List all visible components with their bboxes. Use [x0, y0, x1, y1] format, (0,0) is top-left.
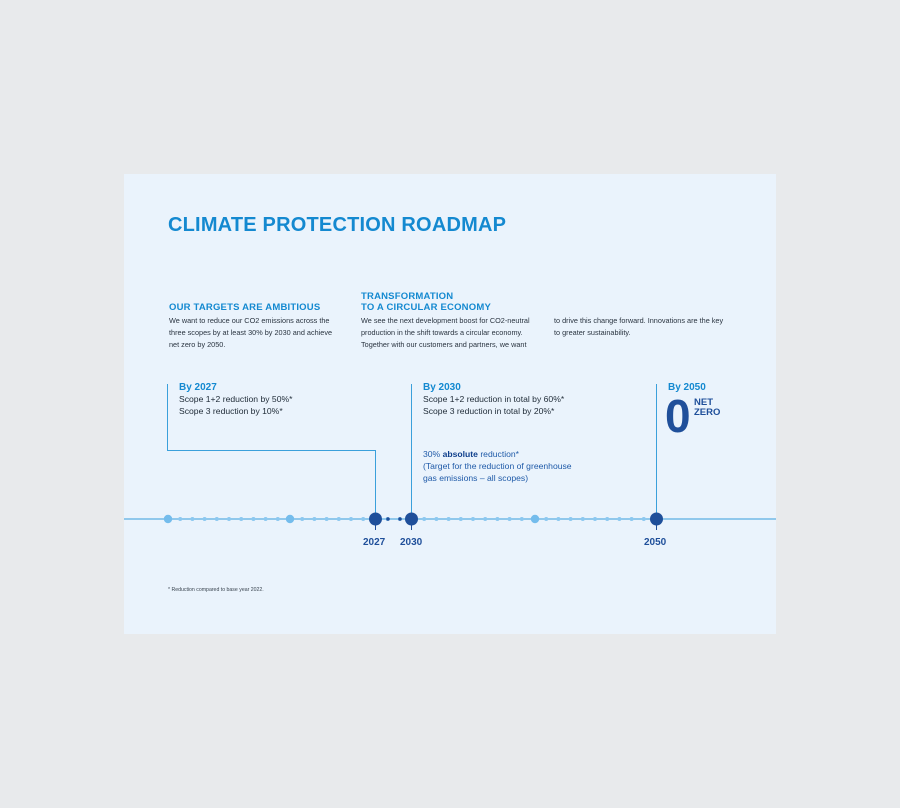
timeline-dot	[593, 517, 597, 521]
timeline-dot-large	[286, 515, 294, 523]
targets-line: net zero by 2050.	[169, 340, 226, 349]
transformation-text-col1	[361, 315, 561, 351]
year-label-2030: 2030	[400, 537, 423, 548]
timeline-dot	[556, 517, 560, 521]
milestone-dot-2050	[650, 513, 663, 526]
timeline-dot	[239, 517, 243, 521]
net-zero-digit: 0	[665, 390, 691, 442]
transformation-section	[361, 291, 561, 351]
timeline-dot	[630, 517, 634, 521]
timeline-dot	[471, 517, 475, 521]
milestone-2030-line: Scope 3 reduction in total by 20%*	[423, 406, 555, 416]
milestone-2027-line: Scope 1+2 reduction by 50%*	[179, 394, 293, 404]
milestone-2030-line: Scope 1+2 reduction in total by 60%*	[423, 394, 565, 404]
footnote: * Reduction compared to base year 2022.	[168, 587, 264, 593]
milestone-2030-heading: By 2030	[423, 382, 461, 393]
timeline-dot	[617, 517, 621, 521]
transformation-line: We see the next development boost for CO2-neutral	[361, 316, 530, 325]
milestone-2027	[179, 382, 292, 417]
milestone-2027-line: Scope 3 reduction by 10%*	[179, 406, 283, 416]
timeline-dot	[495, 517, 499, 521]
milestone-dot-2030	[405, 513, 418, 526]
absolute-bold: absolute	[442, 449, 478, 459]
timeline-dot	[203, 517, 207, 521]
timeline-dot	[459, 517, 463, 521]
timeline-dot	[581, 517, 585, 521]
transformation-heading-line: TRANSFORMATION	[361, 291, 454, 302]
timeline-dot-large	[164, 515, 172, 523]
roadmap-page	[124, 174, 776, 634]
timeline-dot	[264, 517, 268, 521]
transformation-line: Together with our customers and partners, we want	[361, 340, 527, 349]
net-word: NET	[694, 397, 713, 408]
milestone-2030	[423, 382, 564, 417]
milestone-2050-heading: By 2050	[668, 382, 706, 393]
absolute-reduction-title	[423, 448, 572, 460]
timeline-dot	[190, 517, 194, 521]
timeline	[124, 499, 776, 549]
absolute-reduction-line: gas emissions – all scopes)	[423, 473, 529, 483]
timeline-dot	[447, 517, 451, 521]
timeline-dot	[520, 517, 524, 521]
timeline-dot	[483, 517, 487, 521]
timeline-dot	[605, 517, 609, 521]
timeline-dot	[312, 517, 316, 521]
targets-section	[169, 302, 359, 351]
timeline-dot-large	[531, 515, 539, 523]
transformation-line: to drive this change forward. Innovations are the key	[554, 316, 724, 325]
transformation-line: production in the shift towards a circular economy.	[361, 328, 523, 337]
net-zero-label	[694, 398, 720, 418]
targets-line: three scopes by at least 30% by 2030 and achieve	[169, 328, 333, 337]
page-title: CLIMATE PROTECTION ROADMAP	[168, 214, 507, 236]
transformation-heading	[361, 291, 561, 313]
connector-2027-horizontal	[167, 450, 376, 451]
timeline-dot	[361, 517, 365, 521]
connector-2027-vertical-left	[167, 384, 168, 451]
timeline-dot	[569, 517, 573, 521]
timeline-dot	[422, 517, 426, 521]
transformation-heading-line: TO A CIRCULAR ECONOMY	[361, 302, 491, 313]
absolute-reduction-line: (Target for the reduction of greenhouse	[423, 461, 572, 471]
timeline-dot	[227, 517, 231, 521]
year-label-2027: 2027	[363, 537, 386, 548]
targets-line: We want to reduce our CO2 emissions across the	[169, 316, 330, 325]
targets-text	[169, 315, 359, 351]
zero-word: ZERO	[694, 407, 721, 418]
timeline-dot	[215, 517, 219, 521]
targets-heading: OUR TARGETS ARE AMBITIOUS	[169, 302, 321, 313]
timeline-dot	[349, 517, 353, 521]
milestone-2027-heading: By 2027	[179, 382, 217, 393]
timeline-dot	[642, 517, 646, 521]
absolute-post: reduction*	[477, 449, 520, 459]
timeline-dot	[434, 517, 438, 521]
timeline-dot	[300, 517, 304, 521]
timeline-dot	[337, 517, 341, 521]
timeline-dot	[508, 517, 512, 521]
milestone-dot-2027	[369, 513, 382, 526]
absolute-reduction	[423, 448, 572, 484]
timeline-dot	[251, 517, 255, 521]
timeline-dot	[325, 517, 329, 521]
timeline-dot-dark	[398, 517, 402, 521]
year-label-2050: 2050	[644, 537, 667, 548]
timeline-dot	[178, 517, 182, 521]
transformation-line: to greater sustainability.	[554, 328, 631, 337]
absolute-pre: 30%	[423, 449, 443, 459]
timeline-dot	[276, 517, 280, 521]
transformation-text-col2	[554, 315, 723, 339]
timeline-dot-dark	[386, 517, 390, 521]
timeline-dot	[544, 517, 548, 521]
